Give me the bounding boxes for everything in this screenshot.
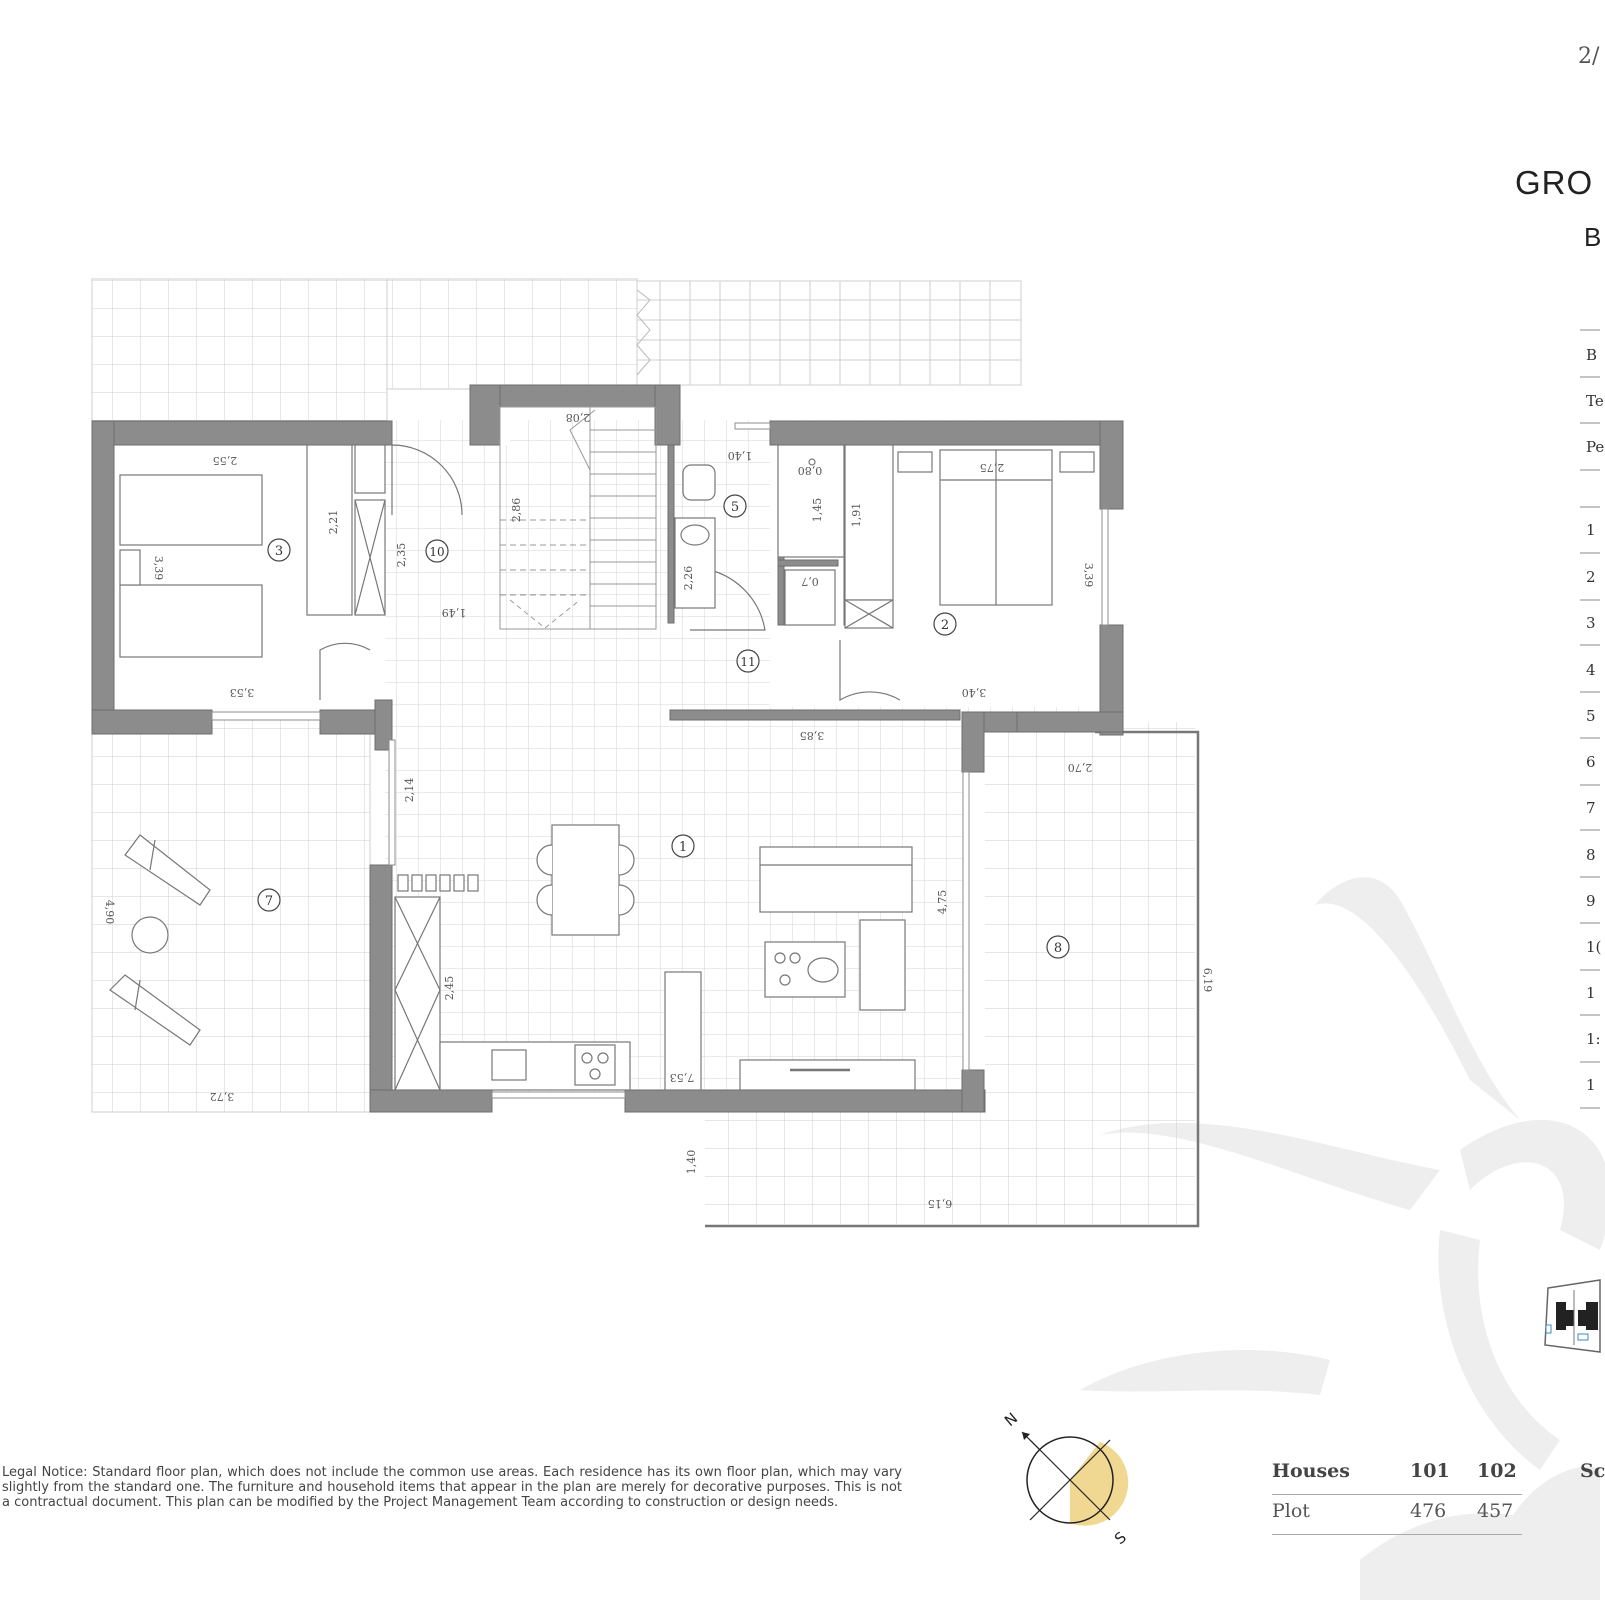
legend-fragment: 1( [1586,938,1602,956]
dim-label: 0,7 [801,575,819,588]
dim-label: 2,21 [327,509,340,535]
plot-label: Plot [1272,1500,1310,1522]
dim-label: 2,86 [510,497,523,523]
house-102: 102 [1477,1460,1517,1482]
compass [1001,1409,1130,1548]
dim-label: 3,72 [209,1090,235,1103]
dim-label: 2,55 [212,454,238,467]
key-plan-thumbnail [1545,1280,1600,1352]
legend-fragment: 1 [1586,521,1596,539]
plot-101: 476 [1410,1500,1447,1522]
legal-notice: Legal Notice: Standard floor plan, which does not include the common use areas. Each residence has its own floor plan, which may vary slightly from the standard one. The furniture and household items that appear in the plan are merely for decorative purposes. This is not a contractual document. This plan can be modified by the Project Management Team according to construction or design needs. [2,1465,902,1510]
legend-fragment: 8 [1586,846,1596,864]
legend-fragment: 1 [1586,984,1596,1002]
legend-fragment: 1 [1586,1076,1596,1094]
page-title: GRO [1515,164,1594,201]
legend-fragment: Te [1586,392,1604,410]
dim-label: 1,40 [727,449,753,462]
legend-fragment: B [1586,346,1598,364]
dim-label: 3,39 [152,555,165,581]
room-label-1: 1 [678,840,688,855]
dim-label: 7,53 [669,1071,695,1084]
room-label-11: 11 [740,655,756,669]
upper-mid-terrace [387,279,637,389]
dim-label: 1,45 [811,497,824,523]
legend-fragment: 2 [1586,568,1596,586]
dim-label: 1,40 [685,1149,698,1175]
compass-north-label: N [1001,1409,1022,1431]
dim-label: 4,75 [936,889,949,915]
dim-label: 1,91 [850,502,863,528]
patio-7 [92,720,370,1112]
dim-label: 6,15 [927,1197,953,1210]
dim-label: 1,49 [441,606,467,619]
table-divider [1272,1494,1522,1495]
room-label-3: 3 [274,544,284,559]
dim-label: 3,39 [1082,562,1095,588]
dim-label: 0,80 [797,464,823,477]
legend-fragment: 5 [1586,707,1596,725]
page-number: 2/ [1578,44,1600,69]
legend-fragment: 1: [1586,1030,1601,1048]
scale-label-fragment: Sc [1580,1460,1605,1482]
room-label-5: 5 [730,500,740,515]
dim-label: 3,85 [799,729,825,742]
legend-fragment: 7 [1586,799,1596,817]
legend-fragment: 9 [1586,892,1596,910]
page-subtitle-fragment: B [1584,222,1602,252]
plot-102: 457 [1477,1500,1514,1522]
dim-label: 2,75 [979,461,1005,474]
table-divider [1272,1534,1522,1535]
room-label-10: 10 [429,545,445,559]
upper-left-terrace [92,279,387,424]
compass-south-label: S [1111,1528,1130,1549]
dim-label: 2,26 [682,565,695,591]
houses-label: Houses [1272,1460,1350,1482]
legend-fragment: Pe [1586,438,1605,456]
legend-fragment: 4 [1586,661,1596,679]
legend-fragment: 3 [1586,614,1596,632]
room-label-7: 7 [264,894,274,909]
legend-table-fragments [1586,346,1604,1094]
dim-label: 2,70 [1067,761,1093,774]
legend-fragment: 6 [1586,753,1596,771]
room-label-8: 8 [1053,941,1063,956]
exterior-stairs [637,281,1021,385]
room-label-2: 2 [940,618,950,633]
dim-label: 2,08 [565,411,591,424]
dim-label: 2,14 [403,777,416,803]
dim-label: 2,35 [395,542,408,568]
dim-label: 3,53 [229,686,255,699]
dim-label: 4,90 [103,899,116,925]
dim-label: 3,40 [961,686,987,699]
dim-label: 6,19 [1201,967,1214,993]
house-101: 101 [1410,1460,1450,1482]
dim-label: 2,45 [443,975,456,1001]
